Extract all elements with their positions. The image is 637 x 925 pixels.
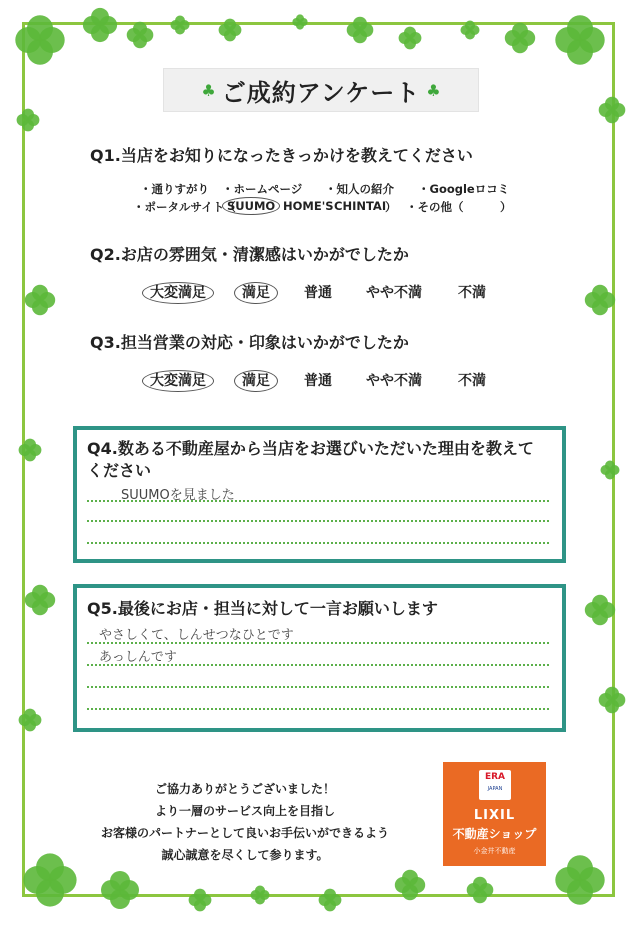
q1-option: ・通りすがり (140, 182, 209, 196)
q1-heading: Q1.当店をお知りになったきっかけを教えてください (90, 146, 473, 165)
answer-line (87, 520, 549, 522)
q3-option-very-satisfied: 大変満足 (142, 370, 214, 392)
closing-line: より一層のサービス向上を目指し (154, 804, 335, 818)
clover-icon: ♣ (426, 80, 441, 100)
q3-option-satisfied: 満足 (234, 370, 278, 392)
answer-line (87, 500, 549, 502)
closing-line: お客様のパートナーとして良いお手伝いができるよう (100, 826, 389, 840)
closing-message (80, 778, 410, 866)
q4-box (73, 426, 566, 563)
q3-heading: Q3.担当営業の対応・印象はいかがでしたか (90, 333, 409, 352)
q1-other-label: ・その他（ (406, 200, 464, 214)
company-logo (443, 762, 546, 866)
q2-heading: Q2.お店の雰囲気・清潔感はいかがでしたか (90, 245, 409, 264)
q3-rating-row (140, 366, 500, 396)
clover-icon: ♣ (201, 80, 216, 100)
survey-title-box (163, 68, 479, 112)
q5-answer-line1: やさしくて、しんせつなひとです (99, 628, 294, 643)
closing-line: 誠心誠意を尽くして参ります。 (161, 848, 329, 862)
logo-brand: LIXIL (473, 808, 516, 823)
q4-answer: SUUMOを見ました (121, 488, 235, 503)
logo-shop: 不動産ショップ (452, 827, 537, 841)
answer-line (87, 708, 549, 710)
q2-option-somewhat-dissatisfied: やや不満 (366, 285, 422, 301)
q2-option-satisfied: 満足 (234, 282, 278, 304)
q5-answer-line2: あっしんです (99, 650, 177, 665)
era-text: ERA (484, 772, 506, 782)
q1-option: ・知人の紹介 (325, 182, 394, 196)
q1-portal-close: ） (385, 200, 397, 214)
q3-option-neutral: 普通 (304, 373, 332, 389)
page-title: ご成約アンケート (221, 78, 421, 107)
q1-portal-chintai: CHINTAI (334, 199, 387, 213)
portal-suumo-text: SUUMO (222, 197, 280, 215)
q4-heading-line1: Q4.数ある不動産屋から当店をお選びいただいた理由を教えて (87, 439, 534, 458)
q1-option: ・ホームページ (222, 182, 303, 196)
q3-option-somewhat-dissatisfied: やや不満 (366, 373, 422, 389)
q1-portal-label: ・ポータルサイト（ (133, 200, 236, 214)
q5-box (73, 584, 566, 732)
q1-portal-suumo (222, 199, 280, 213)
q1-option: ・Googleロコミ (418, 182, 510, 196)
q4-heading-line2: ください (87, 461, 152, 480)
q1-other-close: ） (500, 200, 512, 214)
q3-option-dissatisfied: 不満 (458, 373, 486, 389)
answer-line (87, 686, 549, 688)
answer-line (87, 542, 549, 544)
era-logo-icon (479, 770, 511, 800)
q5-heading: Q5.最後にお店・担当に対して一言お願いします (87, 599, 438, 618)
closing-line: ご協力ありがとうございました！ (154, 782, 335, 796)
era-sub-text: JAPAN (487, 786, 503, 792)
q1-portal-homes: HOME'S (283, 199, 334, 213)
q2-rating-row (140, 278, 500, 308)
logo-location: 小金井不動産 (473, 847, 516, 855)
q2-option-neutral: 普通 (304, 285, 332, 301)
answer-line (87, 642, 549, 644)
q2-option-dissatisfied: 不満 (458, 285, 486, 301)
q2-option-very-satisfied: 大変満足 (142, 282, 214, 304)
answer-line (87, 664, 549, 666)
